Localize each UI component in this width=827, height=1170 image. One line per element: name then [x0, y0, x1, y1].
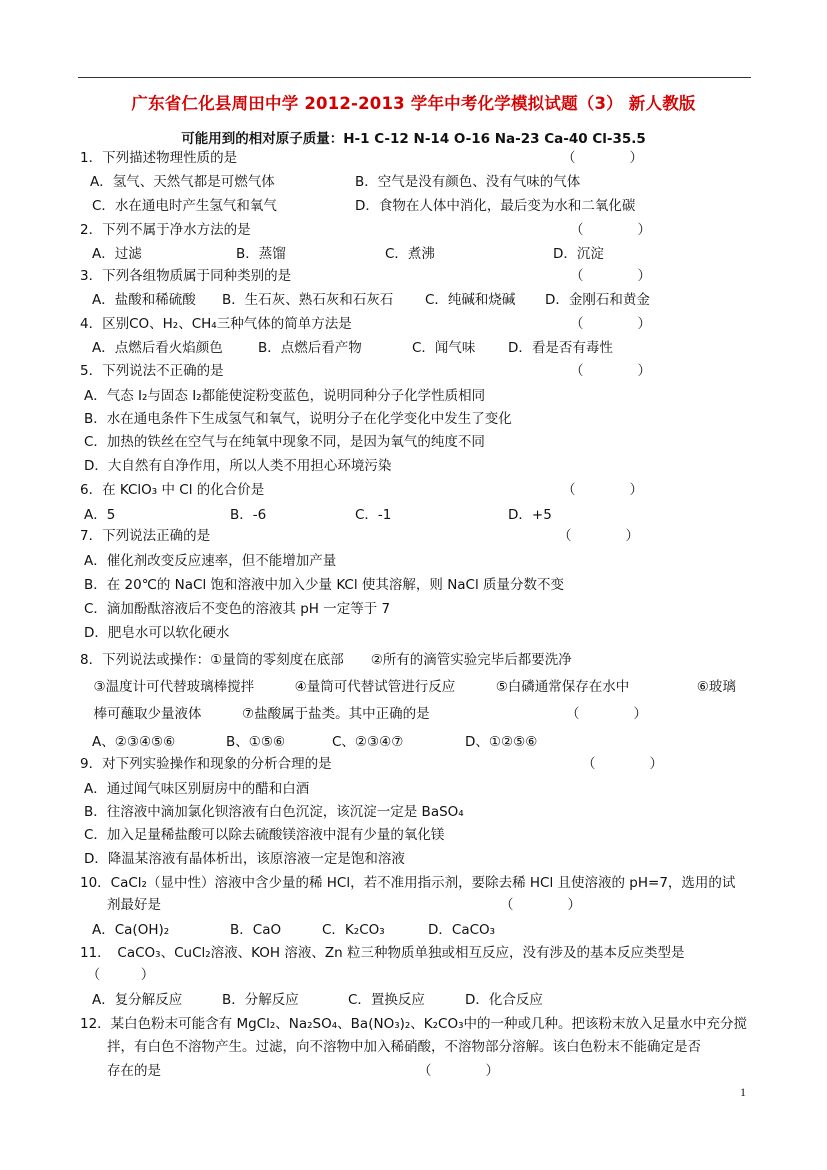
question-2-option-a: A．过滤	[92, 246, 142, 262]
question-9-option-c: C．加入足量稀盐酸可以除去硫酸镁溶液中混有少量的氧化镁	[84, 827, 445, 843]
question-10-stem-line-1: 10．CaCl₂（显中性）溶液中含少量的稀 HCl，若不准用指示剂，要除去稀 HCl 且使溶液的 pH=7，选用的试	[80, 875, 736, 891]
question-7-option-b: B．在 20℃的 NaCl 饱和溶液中加入少量 KCl 使其溶解，则 NaCl 质量分数不变	[84, 577, 565, 593]
question-7-stem: 7．下列说法正确的是	[80, 528, 211, 544]
question-2-option-b: B．蒸馏	[236, 246, 286, 262]
question-10-option-b: B．CaO	[230, 922, 282, 938]
question-3-stem: 3．下列各组物质属于同种类别的是	[80, 268, 292, 284]
question-10-blank: （ ）	[500, 897, 581, 913]
question-11-option-a: A．复分解反应	[92, 992, 183, 1008]
question-9-option-b: B．往溶液中滴加氯化钡溶液有白色沉淀，该沉淀一定是 BaSO₄	[84, 804, 464, 820]
question-5-blank: （ ）	[570, 363, 651, 379]
question-12-stem-line-2: 拌，有白色不溶物产生。过滤，向不溶物中加入稀硝酸，不溶物部分溶解。该白色粉末不能确定是否	[80, 1039, 701, 1055]
question-5-option-c: C．加热的铁丝在空气与在纯氧中现象不同，是因为氧气的纯度不同	[84, 434, 485, 450]
question-8-stem-line-3: 棒可蘸取少量液体 ⑦盐酸属于盐类。其中正确的是	[80, 706, 430, 722]
question-5-option-d: D．大自然有自净作用，所以人类不用担心环境污染	[84, 458, 392, 474]
question-8-option-b: B、①⑤⑥	[226, 734, 286, 750]
question-1-blank: （ ）	[562, 150, 643, 166]
question-6-option-a: A．5	[84, 507, 116, 523]
page-number: 1	[740, 1085, 746, 1099]
question-9-stem: 9．对下列实验操作和现象的分析合理的是	[80, 756, 332, 772]
header-rule	[78, 77, 751, 78]
question-9-option-a: A．通过闻气味区别厨房中的醋和白酒	[84, 781, 310, 797]
question-7-option-a: A．催化剂改变反应速率，但不能增加产量	[84, 553, 337, 569]
question-12-blank: （ ）	[418, 1063, 499, 1079]
question-9-option-d: D．降温某溶液有晶体析出，该原溶液一定是饱和溶液	[84, 851, 405, 867]
question-8-stem-line-1: 8．下列说法或操作：①量筒的零刻度在底部 ②所有的滴管实验完毕后都要洗净	[80, 652, 572, 668]
question-10-option-a: A．Ca(OH)₂	[92, 922, 170, 938]
question-11-stem-line-1: 11． CaCO₃、CuCl₂溶液、KOH 溶液、Zn 粒三种物质单独或相互反应，没有涉及的基本反应类型是	[80, 945, 685, 961]
question-1-stem: 1．下列描述物理性质的是	[80, 150, 238, 166]
question-10-option-d: D．CaCO₃	[428, 922, 496, 938]
question-5-option-a: A．气态 I₂与固态 I₂都能使淀粉变蓝色，说明同种分子化学性质相同	[84, 388, 486, 404]
question-6-option-c: C．-1	[355, 507, 392, 523]
question-7-option-c: C．滴加酚酞溶液后不变色的溶液其 pH 一定等于 7	[84, 601, 391, 617]
question-9-blank: （ ）	[582, 756, 663, 772]
question-8-option-c: C、②③④⑦	[332, 734, 404, 750]
question-2-option-d: D．沉淀	[553, 246, 604, 262]
question-6-option-d: D．+5	[508, 507, 552, 523]
question-5-stem: 5．下列说法不正确的是	[80, 363, 224, 379]
question-4-option-d: D．看是否有毒性	[508, 340, 613, 356]
question-7-blank: （ ）	[558, 528, 639, 544]
question-6-blank: （ ）	[562, 482, 643, 498]
question-3-blank: （ ）	[570, 268, 651, 284]
question-1-option-b: B．空气是没有颜色、没有气味的气体	[355, 174, 581, 190]
question-1-option-a: A．氢气、天然气都是可燃气体	[90, 174, 275, 190]
question-3-option-a: A．盐酸和稀硫酸	[92, 292, 196, 308]
question-1-option-c: C．水在通电时产生氢气和氧气	[92, 198, 277, 214]
question-2-blank: （ ）	[570, 222, 651, 238]
question-12-stem-line-3: 存在的是	[80, 1063, 161, 1079]
question-4-option-b: B．点燃后看产物	[258, 340, 362, 356]
question-4-option-c: C．闻气味	[412, 340, 476, 356]
question-4-blank: （ ）	[570, 316, 651, 332]
question-8-stem-line-2: ③温度计可代替玻璃棒搅拌 ④量筒可代替试管进行反应 ⑤白磷通常保存在水中 ⑥玻璃	[80, 679, 736, 695]
question-1-option-d: D．食物在人体中消化，最后变为水和二氧化碳	[355, 198, 636, 214]
question-3-option-b: B．生石灰、熟石灰和石灰石	[222, 292, 394, 308]
question-8-blank: （ ）	[566, 706, 647, 722]
question-6-stem: 6．在 KClO₃ 中 Cl 的化合价是	[80, 482, 265, 498]
question-11-option-b: B．分解反应	[222, 992, 299, 1008]
question-2-stem: 2．下列不属于净水方法的是	[80, 222, 251, 238]
atomic-mass-line: 可能用到的相对原子质量：H-1 C-12 N-14 O-16 Na-23 Ca-40 Cl-35.5	[181, 131, 646, 147]
question-6-option-b: B．-6	[230, 507, 267, 523]
question-11-option-c: C．置换反应	[348, 992, 425, 1008]
question-11-option-d: D．化合反应	[465, 992, 543, 1008]
question-3-option-d: D．金刚石和黄金	[545, 292, 650, 308]
question-3-option-c: C．纯碱和烧碱	[425, 292, 516, 308]
question-12-stem-line-1: 12．某白色粉末可能含有 MgCl₂、Na₂SO₄、Ba(NO₃)₂、K₂CO₃中的一种或几种。把该粉末放入足量水中充分搅	[80, 1016, 748, 1032]
question-10-stem-line-2: 剂最好是	[80, 897, 161, 913]
question-2-option-c: C．煮沸	[385, 246, 435, 262]
question-8-option-a: A、②③④⑤⑥	[92, 734, 176, 750]
question-10-option-c: C．K₂CO₃	[322, 922, 385, 938]
question-11-stem-line-2: （ ）	[80, 967, 155, 983]
question-8-option-d: D、①②⑤⑥	[465, 734, 538, 750]
question-7-option-d: D．肥皂水可以软化硬水	[84, 625, 230, 641]
question-5-option-b: B．水在通电条件下生成氢气和氧气，说明分子在化学变化中发生了变化	[84, 411, 512, 427]
question-4-option-a: A．点燃后看火焰颜色	[92, 340, 223, 356]
question-4-stem: 4．区别CO、H₂、CH₄三种气体的简单方法是	[80, 316, 352, 332]
page-title: 广东省仁化县周田中学 2012-2013 学年中考化学模拟试题（3） 新人教版	[131, 94, 696, 113]
